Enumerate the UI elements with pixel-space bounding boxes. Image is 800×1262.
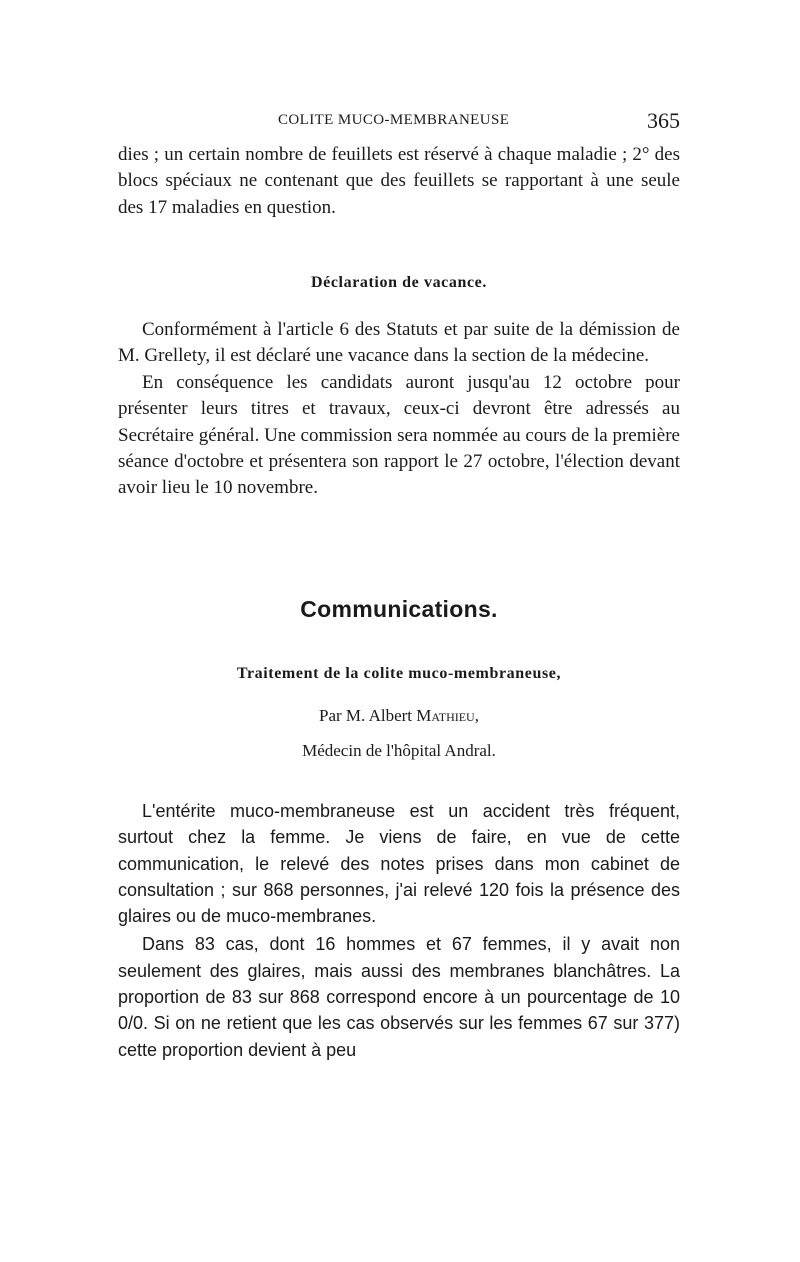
vacance-paragraph-2: En conséquence les candidats auront jusqu'au 12 octobre pour présenter leurs titres et travaux, ceux-ci devront être adressés au Secrétaire général. Une commission sera nommée au cours de la première séance d'octobre et présentera son rapport le 27 octobre, l'élection devant avoir lieu le 10 novembre.: [118, 371, 680, 499]
author-affiliation: Médecin de l'hôpital Andral.: [302, 741, 496, 760]
vacance-section: [118, 317, 680, 502]
byline-prefix: Par M. Albert: [319, 706, 413, 725]
communications-heading: Communications.: [300, 596, 498, 622]
page-number: 365: [647, 108, 680, 133]
article-title: Traitement de la colite muco-membraneuse,: [236, 665, 562, 682]
article-paragraph-2: Dans 83 cas, dont 16 hommes et 67 femmes, il y avait non seulement des glaires, mais aussi des membranes blanchâtres. La proportion de 83 sur 868 correspond encore à un pourcentage de 10 0/0. Si on ne retient que les cas observés sur les femmes 67 sur 377) cette proportion devient à peu: [118, 934, 680, 1060]
article-body: [118, 798, 680, 1063]
article-paragraph-1: L'entérite muco-membraneuse est un accident très fréquent, surtout chez la femme. Je viens de faire, en vue de cette communication, le relevé des notes prises dans mon cabinet de consultation ; sur 868 personnes, j'ai relevé 120 fois la présence des glaires ou de muco-membranes.: [118, 801, 680, 927]
vacance-heading: Déclaration de vacance.: [311, 274, 487, 291]
vacance-paragraph-1: Conformément à l'article 6 des Statuts et par suite de la démission de M. Grellety, il est déclaré une vacance dans la section de la médecine.: [118, 319, 680, 367]
running-title: COLITE MUCO-MEMBRANEUSE: [278, 112, 510, 128]
continuation-block: [118, 142, 680, 221]
continuation-paragraph: dies ; un certain nombre de feuillets est réservé à chaque maladie ; 2° des blocs spéciaux ne contenant que des feuillets se rapportant à une seule des 17 maladies en question.: [118, 144, 680, 218]
running-head: [118, 108, 680, 136]
article-byline: [118, 706, 680, 726]
author-name: Mathieu,: [416, 706, 479, 725]
